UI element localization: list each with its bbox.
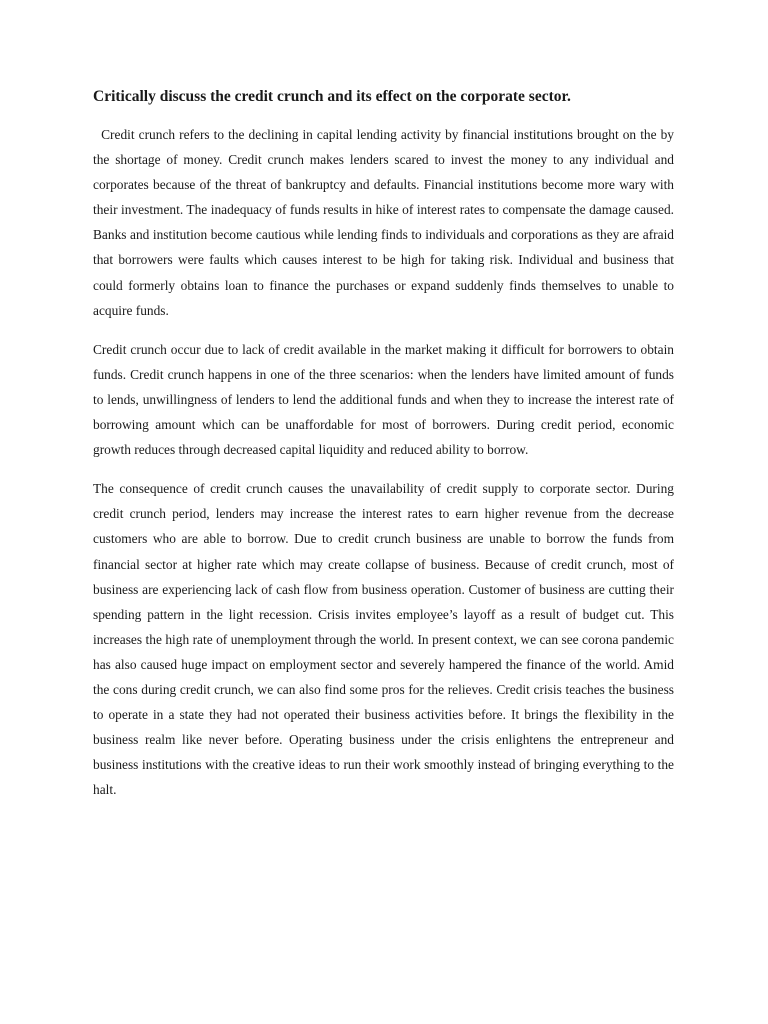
paragraph-causes: Credit crunch occur due to lack of credit available in the market making it difficult for borrowers to obtain funds. Credit crunch happens in one of the three scenarios: when the lenders have limited amount of funds to lends, unwillingness of lenders to lend the additional funds and when they to increase the interest rate of borrowing amount which can be unaffordable for most of borrowers. During credit period, economic growth reduces through decreased capital liquidity and reduced ability to borrow. bbox=[93, 341, 678, 458]
document-title: Critically discuss the credit crunch and its effect on the corporate sector. bbox=[93, 88, 571, 105]
document-body bbox=[93, 86, 681, 816]
paragraph-consequences: The consequence of credit crunch causes the unavailability of credit supply to corporate sector. During credit crunch period, lenders may increase the interest rates to earn higher revenue from the decrease customers who are able to borrow. Due to credit crunch business are unable to borrow the funds from financial sector at higher rate which may create collapse of business. Because of credit crunch, most of business are experiencing lack of cash flow from business operation. Customer of business are cutting their spending pattern in the light recession. Crisis invites employee’s layoff as a result of budget cut. This increases the high rate of unemployment through the world. In present context, we can see corona pandemic has also caused huge impact on employment sector and severely hampered the finance of the world. Amid the cons during credit crunch, we can also find some pros for the relieves. Credit crisis teaches the business to operate in a state they had not operated their business activities before. It brings the flexibility in the business realm like never before. Operating business under the crisis enlightens the entrepreneur and business institutions with the creative ideas to run their work smoothly instead of bringing everything to the halt. bbox=[93, 481, 678, 798]
paragraph-definition: Credit crunch refers to the declining in capital lending activity by financial institutions brought on the by the shortage of money. Credit crunch makes lenders scared to invest the money to any individual and corporates because of the threat of bankruptcy and defaults. Financial institutions become more wary with their investment. The inadequacy of funds results in hike of interest rates to compensate the damage caused. Banks and institution become cautious while lending finds to individuals and corporations as they are afraid that borrowers were faults which causes interest to be high for taking risk. Individual and business that could formerly obtains loan to finance the purchases or expand suddenly finds themselves to unable to acquire funds. bbox=[93, 127, 681, 318]
